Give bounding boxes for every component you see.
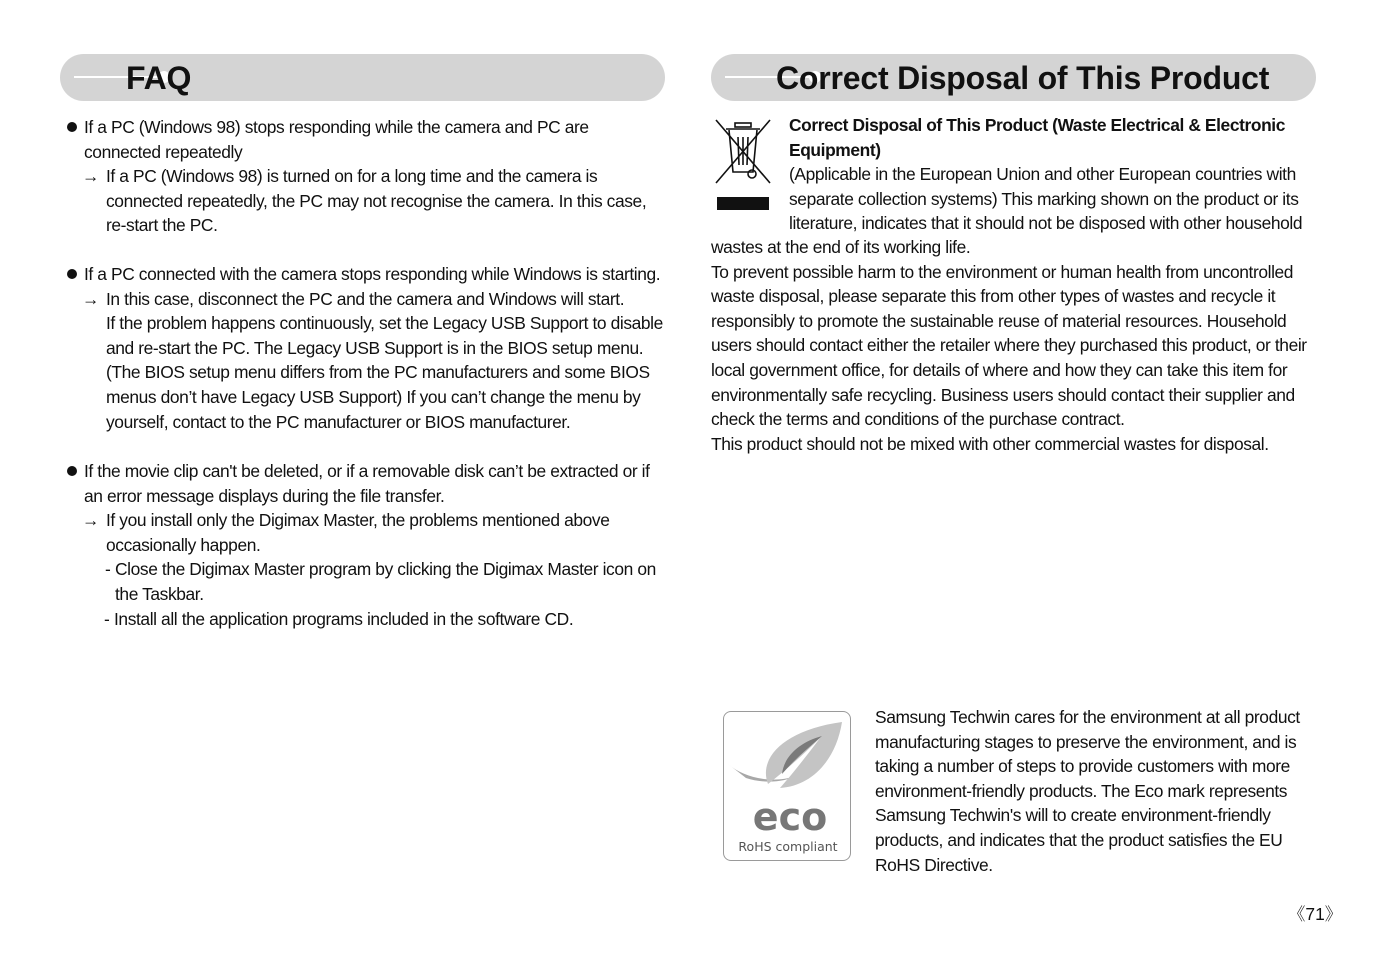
faq-question-text: If a PC connected with the camera stops responding while Windows is starting. (84, 264, 661, 284)
disposal-subtitle: Correct Disposal of This Product (Waste Electrical & Electronic Equipment) (789, 115, 1286, 160)
faq-sub-step-text: Install all the application programs included in the software CD. (114, 608, 574, 629)
bullet-icon (67, 269, 77, 279)
page-number: 《71》 (1288, 904, 1343, 924)
faq-item (66, 262, 666, 434)
faq-answer-text: If you install only the Digimax Master, the problems mentioned above occasionally happen. (106, 510, 610, 555)
faq-sub-step-text: Close the Digimax Master program by clicking the Digimax Master icon on the Taskbar. (115, 559, 656, 604)
faq-answer-text: If a PC (Windows 98) is turned on for a long time and the camera is connected repeatedly, the PC may not recognise the camera. In this case, re-start the PC. (106, 166, 647, 236)
disposal-header (711, 54, 1316, 101)
faq-title: FAQ (126, 60, 192, 96)
faq-answer (66, 508, 666, 557)
faq-item (66, 115, 666, 238)
eco-rohs-logo (723, 711, 851, 861)
disposal-intro-continued: wastes at the end of its working life. (711, 237, 971, 257)
dash-marker: - (104, 608, 110, 629)
bullet-icon (67, 122, 77, 132)
faq-answer (66, 287, 666, 435)
faq-answer (66, 164, 666, 238)
faq-question (66, 262, 666, 287)
faq-item (66, 459, 666, 631)
faq-question (66, 459, 666, 508)
arrow-icon: → (82, 166, 99, 187)
dash-marker: - (105, 559, 111, 580)
bullet-icon (67, 466, 77, 476)
eco-description: Samsung Techwin cares for the environment at all product manufacturing stages to preserve the environment, and is taking a number of steps to provide customers with more environment-friendly products. The Eco mark represents Samsung Techwin's will to create environment-friendly products, and indicates that the product satisfies the EU RoHS Directive. (875, 707, 1300, 875)
faq-sub-step (66, 557, 666, 606)
crossed-wheelie-bin-icon (712, 117, 774, 213)
eco-leaf-icon (724, 712, 850, 860)
faq-sub-step (66, 607, 666, 632)
faq-question (66, 115, 666, 164)
faq-answer-detail: If the problem happens continuously, set the Legacy USB Support to disable and re-start the PC. The Legacy USB Support is in the BIOS setup menu. (The BIOS setup menu differs from the PC manufacturers and some BIOS menus don’t have Legacy USB Support) If you can’t change the menu by yourself, contact to the PC manufacturer or BIOS manufacturer. (106, 313, 663, 432)
faq-header (60, 54, 665, 101)
faq-answer-text: In this case, disconnect the PC and the camera and Windows will start. (106, 288, 625, 309)
disposal-closing: This product should not be mixed with other commercial wastes for disposal. (711, 433, 1269, 454)
arrow-icon: → (82, 288, 99, 309)
weee-intro (789, 113, 1309, 236)
eco-logo-subtitle: RoHS compliant (738, 839, 838, 854)
eco-logo-word: eco (752, 795, 828, 839)
disposal-body (711, 235, 1311, 456)
disposal-intro: (Applicable in the European Union and other European countries with separate collection systems) This marking shown on the product or its literature, indicates that it should not be disposed with other household (789, 164, 1303, 234)
arrow-icon: → (82, 510, 99, 531)
disposal-body-text: To prevent possible harm to the environment or human health from uncontrolled waste disposal, please separate this from other types of wastes and recycle it responsibly to promote the sustainable reuse of material resources. Household users should contact either the retailer where they purchased this product, or their local government office, for details of where and how they can take this item for environmentally safe recycling. Business users should contact their supplier and check the terms and conditions of the purchase contract. (711, 261, 1307, 430)
faq-question-text: If the movie clip can't be deleted, or if a removable disk can’t be extracted or if an error message displays during the file transfer. (84, 461, 650, 506)
disposal-title: Correct Disposal of This Product (776, 60, 1270, 96)
faq-question-text: If a PC (Windows 98) stops responding while the camera and PC are connected repeatedly (84, 117, 589, 162)
